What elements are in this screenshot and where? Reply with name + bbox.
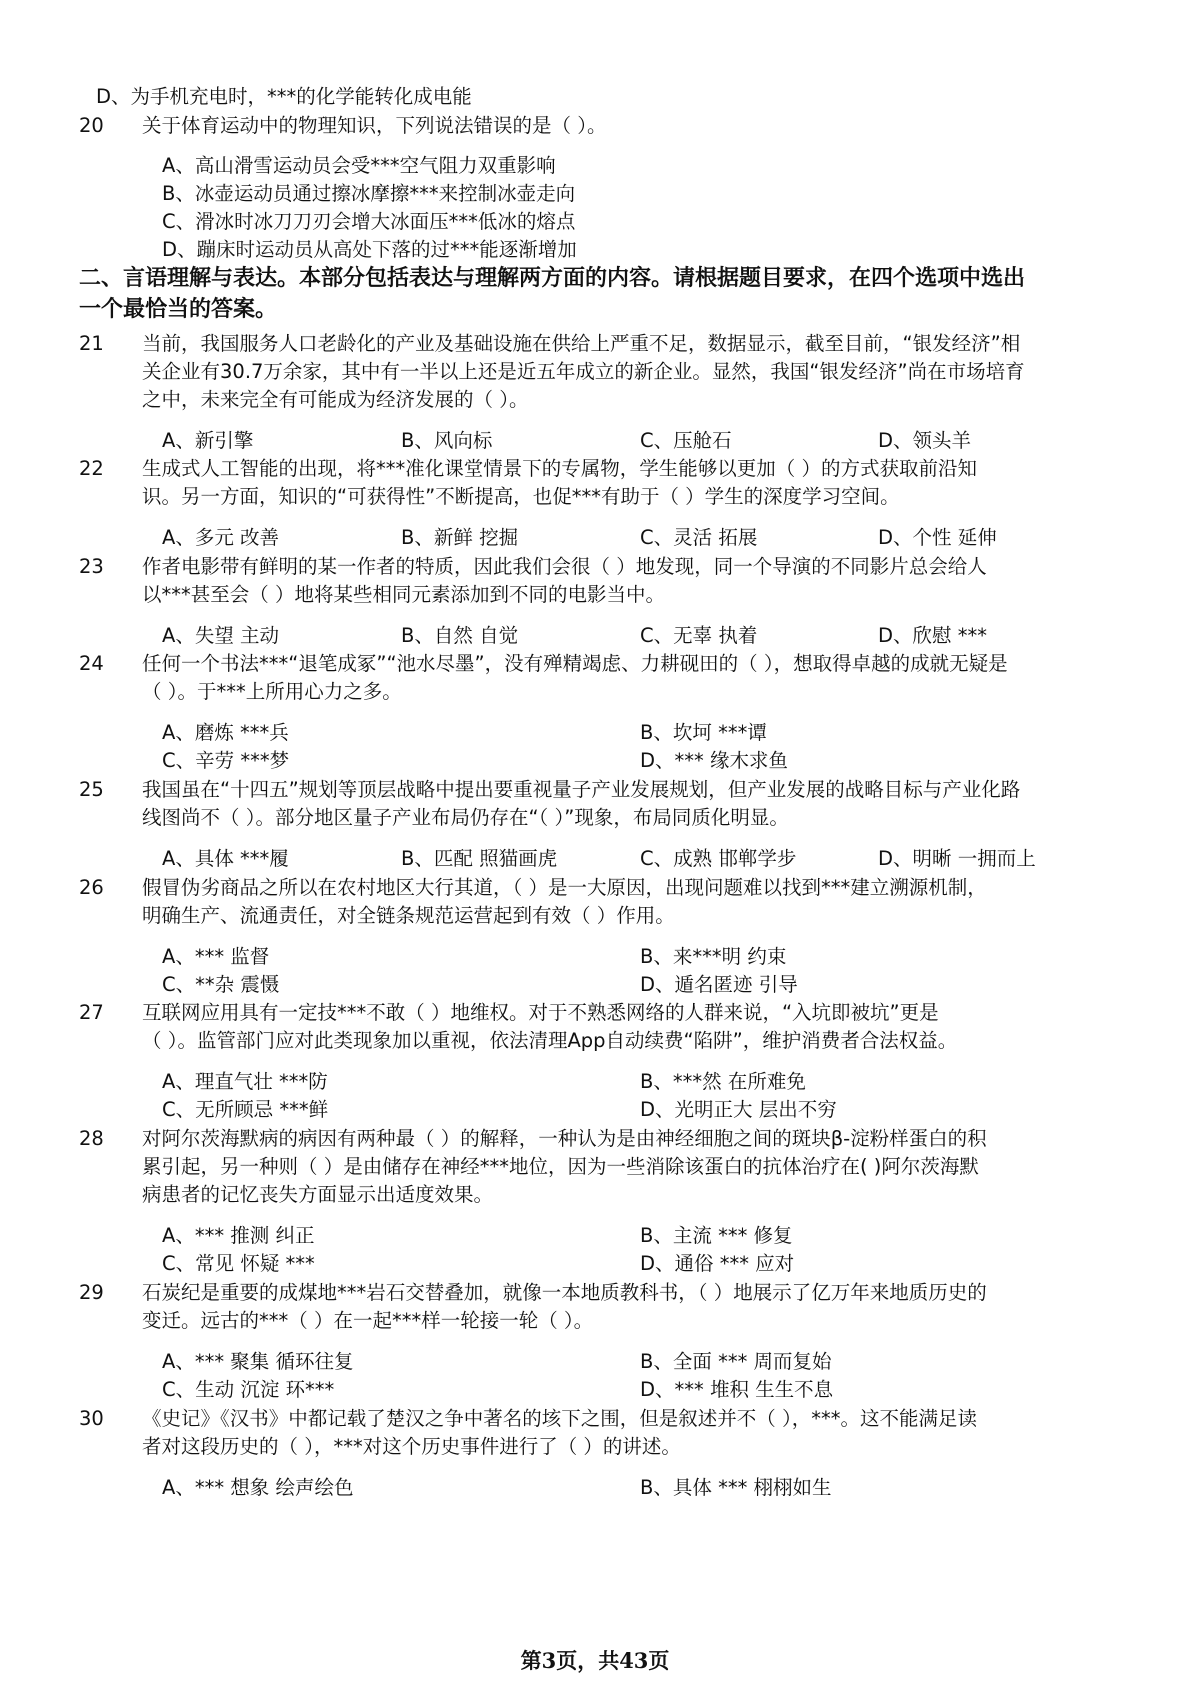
question-20-option-d: D、蹦床时运动员从高处下落的过***能逐渐增加	[162, 238, 577, 261]
question-28-option-d: D、通俗 *** 应对	[640, 1252, 795, 1275]
question-29-option-b: B、全面 *** 周而复始	[640, 1350, 832, 1373]
question-24-option-c: C、辛劳 ***梦	[162, 749, 290, 772]
question-27-option-c: C、无所顾忌 ***鲜	[162, 1098, 329, 1121]
question-24-option-a: A、磨炼 ***兵	[162, 721, 289, 744]
question-29-option-d: D、*** 堆积 生生不息	[640, 1378, 834, 1401]
question-30-option-a: A、*** 想象 绘声绘色	[162, 1476, 354, 1499]
question-25-stem-line: 线图尚不（ ）。部分地区量子产业布局仍存在“（ ）”现象，布局同质化明显。	[142, 806, 789, 829]
question-29-option-c: C、生动 沉淀 环***	[162, 1378, 335, 1401]
question-27-stem-line: （ ）。监管部门应对此类现象加以重视，依法清理App自动续费“陷阱”，维护消费者合法权益。	[142, 1029, 958, 1052]
question-30-stem-line: 《史记》《汉书》中都记载了楚汉之争中著名的垓下之围，但是叙述并不（ ），***。这不能满足读	[142, 1407, 977, 1430]
question-21-option-d: D、领头羊	[878, 429, 972, 452]
section-2-heading-line-1: 二、言语理解与表达。本部分包括表达与理解两方面的内容。请根据题目要求，在四个选项中选出	[79, 266, 1026, 291]
question-26-option-b: B、来***明 约束	[640, 945, 787, 968]
question-27-stem-line: 互联网应用具有一定技***不敢（ ）地维权。对于不熟悉网络的人群来说，“入坑即被坑”更是	[142, 1001, 939, 1024]
question-20-number: 20	[79, 114, 104, 137]
question-25-option-b: B、匹配 照猫画虎	[401, 847, 558, 870]
question-24-stem-line: （ ）。于***上所用心力之多。	[142, 680, 402, 703]
question-20-option-c: C、滑冰时冰刀刀刃会增大冰面压***低冰的熔点	[162, 210, 576, 233]
question-30-number: 30	[79, 1407, 104, 1430]
question-20-option-a: A、高山滑雪运动员会受***空气阻力双重影响	[162, 154, 556, 177]
question-25-option-d: D、明晰 一拥而上	[878, 847, 1036, 870]
question-29-number: 29	[79, 1281, 104, 1304]
question-26-option-d: D、遁名匿迹 引导	[640, 973, 798, 996]
question-21-option-c: C、压舱石	[640, 429, 732, 452]
question-22-stem-line: 识。另一方面，知识的“可获得性”不断提高，也促***有助于（ ）学生的深度学习空间。	[142, 485, 900, 508]
question-28-option-b: B、主流 *** 修复	[640, 1224, 793, 1247]
question-24-option-b: B、坎坷 ***谭	[640, 721, 767, 744]
question-28-option-a: A、*** 推测 纠正	[162, 1224, 315, 1247]
question-23-option-a: A、失望 主动	[162, 624, 280, 647]
question-28-stem-line: 病患者的记忆丧失方面显示出适度效果。	[142, 1183, 494, 1206]
question-25-stem-line: 我国虽在“十四五”规划等顶层战略中提出要重视量子产业发展规划，但产业发展的战略目标与产业化路	[142, 778, 1021, 801]
question-26-option-a: A、*** 监督	[162, 945, 270, 968]
question-21-stem-line: 关企业有30.7万余家，其中有一半以上还是近五年成立的新企业。显然，我国“银发经济”尚在市场培育	[142, 360, 1025, 383]
question-29-stem-line: 变迁。远古的***（ ）在一起***样一轮接一轮（ ）。	[142, 1309, 594, 1332]
question-25-number: 25	[79, 778, 104, 801]
question-27-option-d: D、光明正大 层出不穷	[640, 1098, 837, 1121]
question-24-number: 24	[79, 652, 104, 675]
question-29-stem-line: 石炭纪是重要的成煤地***岩石交替叠加，就像一本地质教科书，（ ）地展示了亿万年来地质历史的	[142, 1281, 987, 1304]
question-27-number: 27	[79, 1001, 104, 1024]
question-28-number: 28	[79, 1127, 104, 1150]
question-28-option-c: C、常见 怀疑 ***	[162, 1252, 315, 1275]
question-23-stem-line: 以***甚至会（ ）地将某些相同元素添加到不同的电影当中。	[142, 583, 665, 606]
question-30-option-b: B、具体 *** 栩栩如生	[640, 1476, 832, 1499]
question-26-number: 26	[79, 876, 104, 899]
question-20-stem: 关于体育运动中的物理知识，下列说法错误的是（ ）。	[142, 114, 607, 137]
question-23-option-b: B、自然 自觉	[401, 624, 519, 647]
prev-question-option-d: D、为手机充电时，***的化学能转化成电能	[96, 85, 472, 108]
question-27-option-a: A、理直气壮 ***防	[162, 1070, 328, 1093]
question-23-stem-line: 作者电影带有鲜明的某一作者的特质，因此我们会很（ ）地发现，同一个导演的不同影片总会给人	[142, 555, 987, 578]
question-23-number: 23	[79, 555, 104, 578]
question-21-stem-line: 之中，未来完全有可能成为经济发展的（ ）。	[142, 388, 529, 411]
question-22-option-d: D、个性 延伸	[878, 526, 997, 549]
question-23-option-d: D、欣慰 ***	[878, 624, 987, 647]
question-26-option-c: C、**杂 震慑	[162, 973, 280, 996]
question-29-option-a: A、*** 聚集 循环往复	[162, 1350, 354, 1373]
question-22-option-c: C、灵活 拓展	[640, 526, 758, 549]
question-22-option-a: A、多元 改善	[162, 526, 280, 549]
question-30-stem-line: 者对这段历史的（ ），***对这个历史事件进行了（ ）的讲述。	[142, 1435, 681, 1458]
question-22-number: 22	[79, 457, 104, 480]
question-24-option-d: D、*** 缘木求鱼	[640, 749, 788, 772]
page-number-footer: 第3页，共43页	[520, 1648, 670, 1673]
question-20-option-b: B、冰壶运动员通过擦冰摩擦***来控制冰壶走向	[162, 182, 576, 205]
question-28-stem-line: 累引起，另一种则（ ）是由储存在神经***地位，因为一些消除该蛋白的抗体治疗在( )阿尔茨海默	[142, 1155, 979, 1178]
question-23-option-c: C、无辜 执着	[640, 624, 758, 647]
question-22-option-b: B、新鲜 挖掘	[401, 526, 519, 549]
question-21-number: 21	[79, 332, 104, 355]
question-22-stem-line: 生成式人工智能的出现，将***准化课堂情景下的专属物，学生能够以更加（ ）的方式获取前沿知	[142, 457, 977, 480]
question-26-stem-line: 明确生产、流通责任，对全链条规范运营起到有效（ ）作用。	[142, 904, 675, 927]
section-2-heading-line-2: 一个最恰当的答案。	[79, 297, 278, 322]
question-21-option-b: B、风向标	[401, 429, 493, 452]
question-25-option-c: C、成熟 邯郸学步	[640, 847, 797, 870]
question-25-option-a: A、具体 ***履	[162, 847, 289, 870]
question-27-option-b: B、***然 在所难免	[640, 1070, 806, 1093]
question-21-option-a: A、新引擎	[162, 429, 254, 452]
question-24-stem-line: 任何一个书法***“退笔成冢”“池水尽墨”，没有殚精竭虑、力耕砚田的（ ），想取得卓越的成就无疑是	[142, 652, 1008, 675]
question-28-stem-line: 对阿尔茨海默病的病因有两种最（ ）的解释，一种认为是由神经细胞之间的斑块β-淀粉样蛋白的积	[142, 1127, 987, 1150]
question-26-stem-line: 假冒伪劣商品之所以在农村地区大行其道，（ ）是一大原因，出现问题难以找到***建立溯源机制，	[142, 876, 987, 899]
question-21-stem-line: 当前，我国服务人口老龄化的产业及基础设施在供给上严重不足，数据显示，截至目前，“银发经济”相	[142, 332, 1021, 355]
